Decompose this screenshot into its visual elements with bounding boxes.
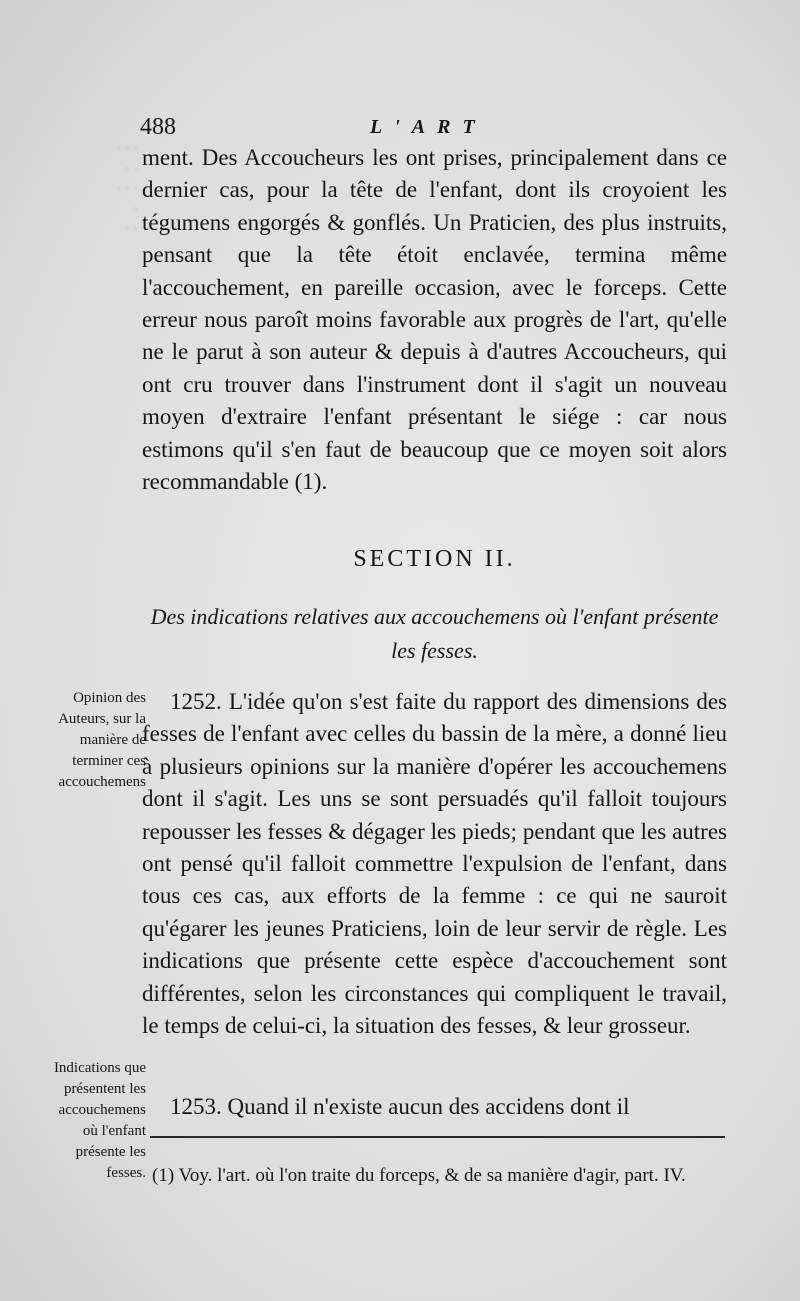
page-number: 488 xyxy=(140,114,176,140)
section-title: SECTION II. xyxy=(353,546,516,572)
footnote: (1) Voy. l'art. où l'on traite du forceps, & de sa manière d'agir, part. IV. xyxy=(152,1165,686,1186)
paragraph-1 xyxy=(142,142,727,498)
paragraph-2-text: 1252. L'idée qu'on s'est faite du rapport des dimensions des fesses de l'enfant avec celles du bassin de la mère, a donné lieu à plusieurs opinions sur la manière d'opérer les accouchemens dont il s'agit. Les uns se sont persuadés qu'il falloit toujours repousser les fesses & dégager les pieds; pendant que les autres ont pensé qu'il falloit commettre l'expulsion de l'enfant, dans tous ces cas, aux efforts de la femme : ce qui ne sauroit qu'égarer les jeunes Praticiens, loin de leur servir de règle. Les indications que présente cette espèce d'accouchement sont différentes, selon les circonstances qui compliquent le travail, le temps de celui-ci, la situation des fesses, & leur grosseur. xyxy=(142,689,727,1039)
paragraph-2 xyxy=(142,686,727,1042)
bleed-through-text: ◦ ◦ ◦ ◦ ◦ ◦ ◦ ◦ ◦ ◦ ◦ xyxy=(116,142,138,237)
paragraph-3-text: 1253. Quand il n'existe aucun des accidens dont il xyxy=(170,1094,630,1119)
running-head: L'ART xyxy=(370,116,487,138)
paragraph-1-text: ment. Des Accoucheurs les ont prises, principalement dans ce dernier cas, pour la tête de l'enfant, dont ils croyoient les tégumens engorgés & gonflés. Un Praticien, des plus instruits, pensant que la tête étoit enclavée, termina même l'accouchement, en pareille occasion, avec le forceps. Cette erreur nous paroît moins favorable aux progrès de l'art, qu'elle ne le parut à son auteur & depuis à d'autres Accoucheurs, qui ont cru trouver dans l'instrument dont il s'agit un nouveau moyen d'extraire l'enfant présentant le siége : car nous estimons qu'il s'en faut de beaucoup que ce moyen soit alors recommandable (1). xyxy=(142,145,727,495)
margin-note-opinion: Opinion des Auteurs, sur la manière de terminer ces accouchemens xyxy=(58,690,146,790)
margin-note-indications: Indications que présentent les accouchemens où l'enfant présente les fesses. xyxy=(53,1060,146,1181)
paragraph-3 xyxy=(142,1091,727,1123)
page-header xyxy=(140,114,700,144)
section-subtitle: Des indications relatives aux accouchemens où l'enfant présente les fesses. xyxy=(150,604,719,663)
footnote-rule xyxy=(150,1136,725,1138)
